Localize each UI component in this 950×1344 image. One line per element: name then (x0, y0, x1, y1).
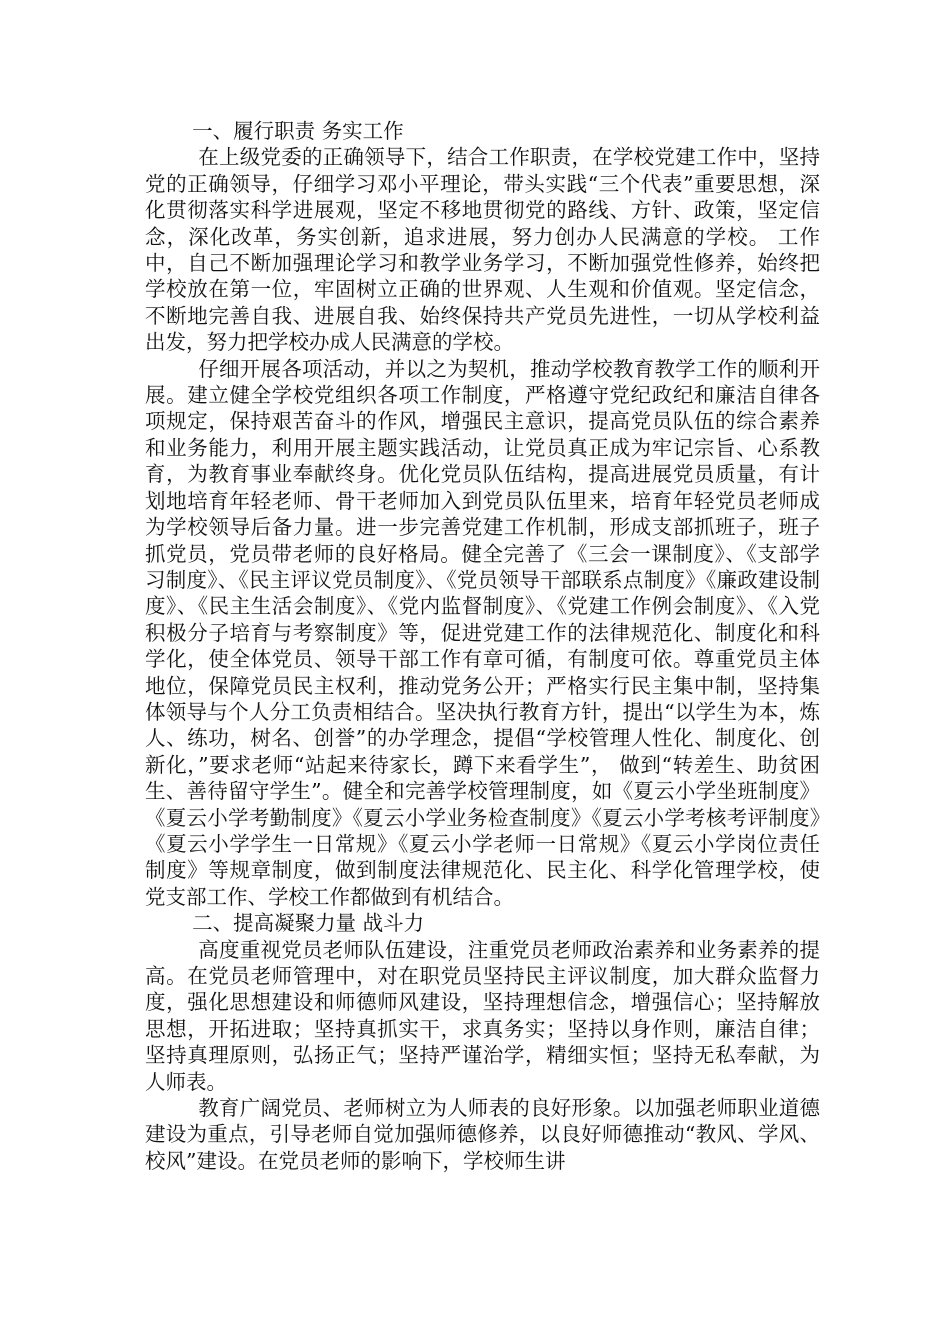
section-2-paragraph-1: 高度重视党员老师队伍建设，注重党员老师政治素养和业务素养的提高。在党员老师管理中，对在职党员坚持民主评议制度，加大群众监督力度，强化思想建设和师德师风建设，坚持理想信念，增强信心；坚持解放思想，开拓进取；坚持真抓实干，求真务实；坚持以身作则，廉洁自律；坚持真理原则，弘扬正气；坚持严谨治学，精细实恒；坚持无私奉献，为人师表。 (145, 937, 820, 1094)
section-heading-2: 二、提高凝聚力量 战斗力 (192, 911, 425, 936)
section-1-paragraph-1: 在上级党委的正确领导下，结合工作职责，在学校党建工作中，坚持党的正确领导，仔细学习邓小平理论，带头实践“三个代表”重要思想，深化贯彻落实科学进展观，坚定不移地贯彻党的路线、方针、政策，坚定信念，深化改革，务实创新，追求进展，努力创办人民满意的学校。 工作中，自己不断加强理论学习和教学业务学习，不断加强党性修养，始终把学校放在第一位，牢固树立正确的世界观、人生观和价值观。坚定信念，不断地完善自我、进展自我、始终保持共产党员先进性，一切从学校利益出发，努力把学校办成人民满意的学校。 (145, 145, 820, 355)
section-2-paragraph-2: 教育广阔党员、老师树立为人师表的良好形象。以加强老师职业道德建设为重点，引导老师自觉加强师德修养，以良好师德推动“教风、学风、校风”建设。在党员老师的影响下，学校师生讲 (145, 1096, 820, 1173)
section-1-paragraph-2: 仔细开展各项活动，并以之为契机，推动学校教育教学工作的顺利开展。建立健全学校党组织各项工作制度，严格遵守党纪政纪和廉洁自律各项规定，保持艰苦奋斗的作风，增强民主意识，提高党员队伍的综合素养和业务能力，利用开展主题实践活动，让党员真正成为牢记宗旨、心系教育，为教育事业奉献终身。优化党员队伍结构，提高进展党员质量，有计划地培育年轻老师、骨干老师加入到党员队伍里来，培育年轻党员老师成为学校领导后备力量。进一步完善党建工作机制，形成支部抓班子，班子抓党员，党员带老师的良好格局。健全完善了《三会一课制度》、《支部学习制度》、《民主评议党员制度》、《党员领导干部联系点制度》《廉政建设制度》、《民主生活会制度》、《党内监督制度》、《党建工作例会制度》、《入党积极分子培育与考察制度》等，促进党建工作的法律规范化、制度化和科学化，使全体党员、领导干部工作有章可循，有制度可依。尊重党员主体地位，保障党员民主权利，推动党务公开；严格实行民主集中制，坚持集体领导与个人分工负责相结合。坚决执行教育方针，提出“以学生为本，炼人、练功，树名、创誉”的办学理念，提倡“学校管理人性化、制度化、创新化，”要求老师“站起来待家长，蹲下来看学生”， 做到“转差生、助贫困生、善待留守学生”。健全和完善学校管理制度，如《夏云小学坐班制度》《夏云小学考勤制度》《夏云小学业务检查制度》《夏云小学考核考评制度》《夏云小学学生一日常规》《夏云小学老师一日常规》《夏云小学岗位责任制度》等规章制度，做到制度法律规范化、民主化、科学化管理学校，使党支部工作、学校工作都做到有机结合。 (145, 356, 820, 909)
document-body (145, 118, 820, 1174)
section-heading-1: 一、履行职责 务实工作 (192, 119, 404, 143)
